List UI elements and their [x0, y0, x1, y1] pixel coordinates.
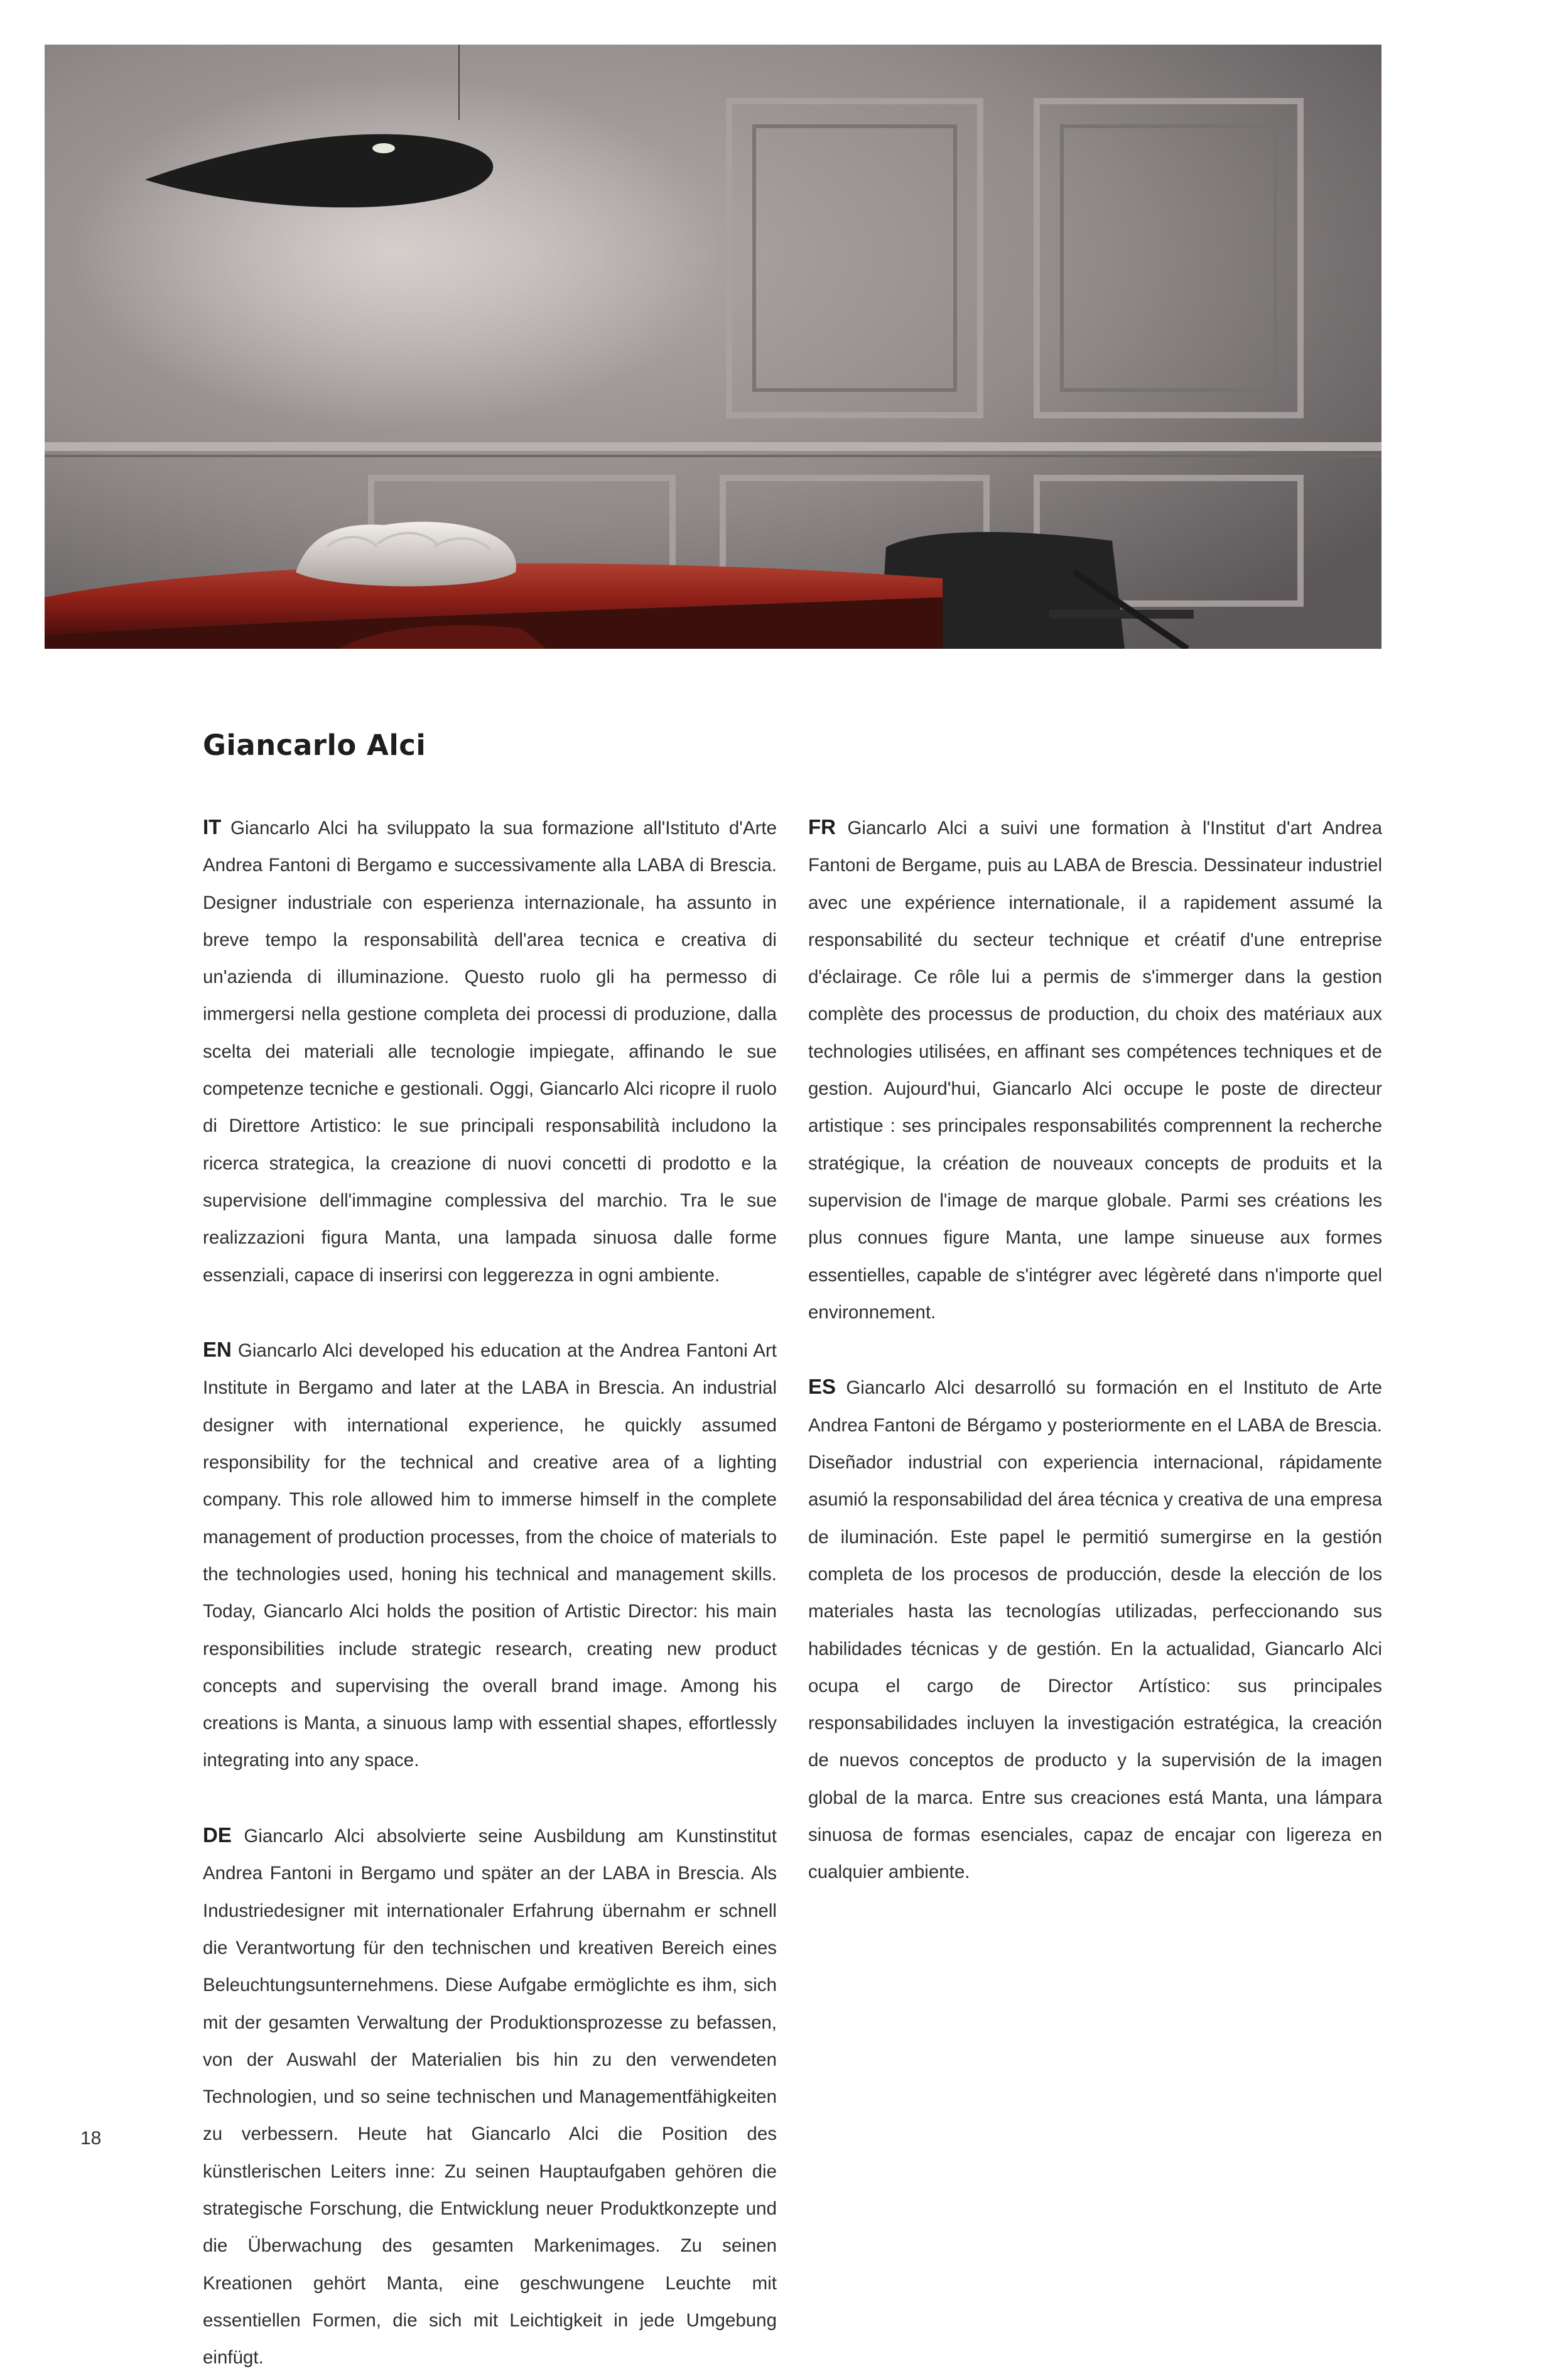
- lang-code-en: EN: [203, 1338, 232, 1362]
- paragraph-de-text: Giancarlo Alci absolvierte seine Ausbildung am Kunstinstitut Andrea Fantoni in Bergamo und später an der LABA in Brescia. Als Industriedesigner mit internationaler Erfahrung übernahm er schnell die Verantwortung für den technischen und kreativen Bereich eines Beleuchtungsunternehmens. Diese Aufgabe ermöglichte es ihm, sich mit der gesamten Verwaltung der Produktionsprozesse zu befassen, von der Auswahl der Materialien bis hin zu den verwendeten Technologien, und so seine technischen und Managementfähigkeiten zu verbessern. Heute hat Giancarlo Alci die Position des künstlerischen Leiters inne: Zu seinen Hauptaufgaben gehören die strategische Forschung, die Entwicklung neuer Produktkonzepte und die Überwachung des gesamten Markenimages. Zu seinen Kreationen gehört Manta, eine geschwungene Leuchte mit essentiellen Formen, die sich mit Leichtigkeit in jede Umgebung einfügt.: [203, 1826, 777, 2368]
- text-column-right: [808, 808, 1382, 1891]
- hero-photo: [45, 45, 1381, 649]
- paragraph-en-text: Giancarlo Alci developed his education at the Andrea Fantoni Art Institute in Bergamo and later at the LABA in Brescia. An industrial designer with international experience, he quickly assumed responsibility for the technical and creative area of a lighting company. This role allowed him to immerse himself in the complete management of production processes, from the choice of materials to the technologies used, honing his technical and management skills. Today, Giancarlo Alci holds the position of Artistic Director: his main responsibilities include strategic research, creating new product concepts and supervising the overall brand image. Among his creations is Manta, a sinuous lamp with essential shapes, effortlessly integrating into any space.: [203, 1340, 777, 1771]
- text-column-left: [203, 808, 777, 2376]
- paragraph-es-text: Giancarlo Alci desarrolló su formación en el Instituto de Arte Andrea Fantoni de Bérgamo y posteriormente en el LABA de Brescia. Diseñador industrial con experiencia internacional, rápidamente asumió la responsabilidad del área técnica y creativa de una empresa de iluminación. Este papel le permitió sumergirse en la gestión completa de los procesos de producción, desde la elección de los materiales hasta las tecnologías utilizadas, perfeccionando sus habilidades técnicas y de gestión. En la actualidad, Giancarlo Alci ocupa el cargo de Director Artístico: sus principales responsabilidades incluyen la investigación estratégica, la creación de nuevos conceptos de producto y la supervisión de la imagen global de la marca. Entre sus creaciones está Manta, una lámpara sinuosa de formas esenciales, capaz de encajar con ligereza en cualquier ambiente.: [808, 1377, 1382, 1883]
- paragraph-es: [808, 1368, 1382, 1890]
- lang-code-it: IT: [203, 815, 222, 838]
- paragraph-en: [203, 1331, 777, 1779]
- paragraph-fr: [808, 808, 1382, 1331]
- page-title: Giancarlo Alci: [203, 729, 426, 762]
- lang-code-fr: FR: [808, 815, 836, 838]
- paragraph-it-text: Giancarlo Alci ha sviluppato la sua formazione all'Istituto d'Arte Andrea Fantoni di Bergamo e successivamente alla LABA di Brescia. Designer industriale con esperienza internazionale, ha assunto in breve tempo la responsabilità dell'area tecnica e creativa di un'azienda di illuminazione. Questo ruolo gli ha permesso di immergersi nella gestione completa dei processi di produzione, dalla scelta dei materiali alle tecnologie impiegate, affinando le sue competenze tecniche e gestionali. Oggi, Giancarlo Alci ricopre il ruolo di Direttore Artistico: le sue principali responsabilità includono la ricerca strategica, la creazione di nuovi concetti di prodotto e la supervisione dell'immagine complessiva del marchio. Tra le sue realizzazioni figura Manta, una lampada sinuosa dalle forme essenziali, capace di inserirsi con leggerezza in ogni ambiente.: [203, 818, 777, 1286]
- lang-code-es: ES: [808, 1375, 836, 1399]
- paragraph-fr-text: Giancarlo Alci a suivi une formation à l'Institut d'art Andrea Fantoni de Bergame, puis au LABA de Brescia. Dessinateur industriel avec une expérience internationale, il a rapidement assumé la responsabilité du secteur technique et créatif d'une entreprise d'éclairage. Ce rôle lui a permis de s'immerger dans la gestion complète des processus de production, du choix des matériaux aux technologies utilisées, en affinant ses compétences techniques et de gestion. Aujourd'hui, Giancarlo Alci occupe le poste de directeur artistique : ses principales responsabilités comprennent la recherche stratégique, la création de nouveaux concepts de produits et la supervision de l'image de marque globale. Parmi ses créations les plus connues figure Manta, une lampe sinueuse aux formes essentielles, capable de s'intégrer avec légèreté dans n'importe quel environnement.: [808, 818, 1382, 1323]
- lang-code-de: DE: [203, 1823, 232, 1847]
- page-number: 18: [80, 2128, 102, 2149]
- paragraph-it: [203, 808, 777, 1294]
- paragraph-de: [203, 1816, 777, 2376]
- interior-scene-illustration: [45, 45, 1381, 649]
